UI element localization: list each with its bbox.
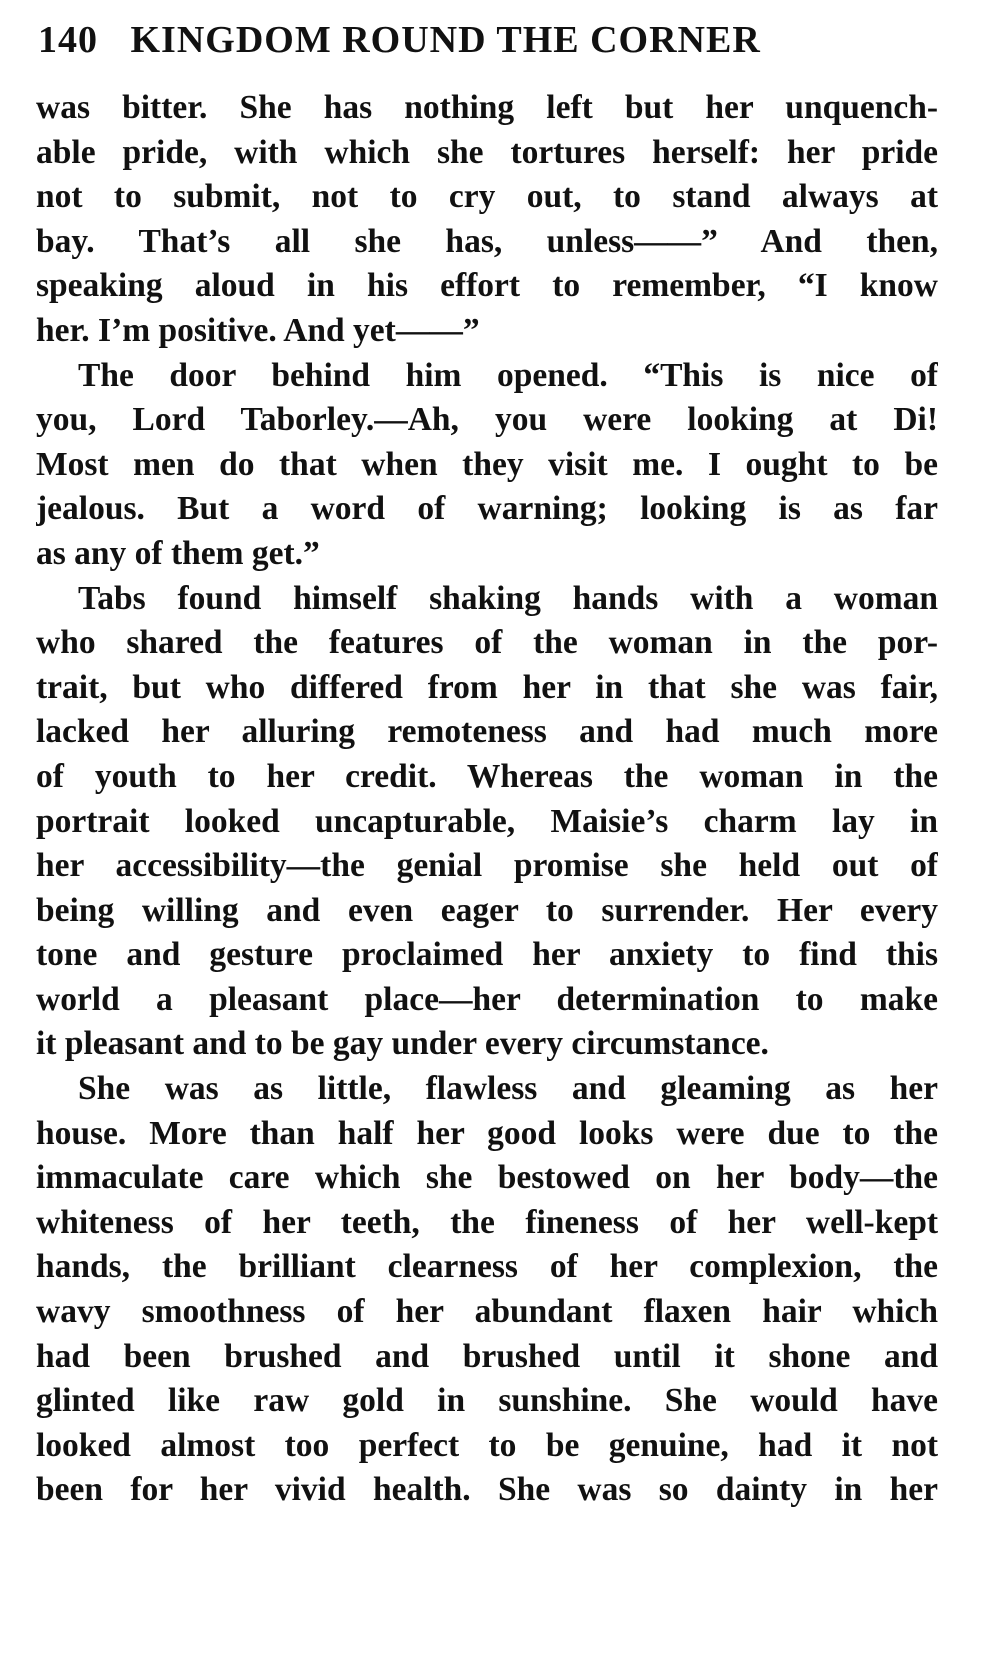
text-line: lacked her alluring remoteness and had much more — [36, 713, 938, 751]
text-line: it pleasant and to be gay under every circumstance. — [36, 1025, 769, 1063]
text-line: of youth to her credit. Whereas the woman in the — [36, 757, 938, 795]
text-line: you, Lord Taborley.—Ah, you were looking at Di! — [36, 401, 938, 439]
text-line: portrait looked uncapturable, Maisie’s charm lay in — [36, 802, 938, 840]
text-line: being willing and even eager to surrender. Her every — [36, 891, 938, 929]
text-line: Tabs found himself shaking hands with a woman — [78, 579, 938, 617]
text-line: house. More than half her good looks were due to the — [36, 1114, 938, 1152]
text-line: was bitter. She has nothing left but her unquench- — [36, 89, 938, 126]
text-line: her. I’m positive. And yet——” — [36, 311, 480, 349]
text-line: speaking aloud in his effort to remember, “I know — [36, 267, 938, 305]
text-line: trait, but who differed from her in that she was fair, — [36, 668, 938, 706]
text-line: whiteness of her teeth, the fineness of her well-kept — [36, 1203, 938, 1241]
text-line: world a pleasant place—her determination to make — [36, 980, 938, 1018]
text-line: who shared the features of the woman in the por- — [36, 624, 938, 662]
body-text — [36, 86, 938, 1513]
text-line: hands, the brilliant clearness of her complexion, the — [36, 1248, 938, 1286]
text-line: able pride, with which she tortures herself: her pride — [36, 133, 938, 171]
text-line: She was as little, flawless and gleaming as her — [78, 1070, 938, 1108]
text-line: as any of them get.” — [36, 534, 320, 572]
text-line: looked almost too perfect to be genuine, had it not — [36, 1426, 938, 1464]
text-line: Most men do that when they visit me. I ought to be — [36, 445, 938, 483]
running-title: KINGDOM ROUND THE CORNER — [130, 19, 761, 61]
text-line: The door behind him opened. “This is nice of — [78, 356, 938, 394]
text-line: glinted like raw gold in sunshine. She would have — [36, 1382, 938, 1420]
page-header — [38, 18, 938, 78]
page-number: 140 — [38, 19, 98, 61]
text-line: tone and gesture proclaimed her anxiety to find this — [36, 936, 938, 974]
text-line: wavy smoothness of her abundant flaxen hair which — [36, 1293, 938, 1331]
text-line: bay. That’s all she has, unless——” And then, — [36, 222, 938, 260]
text-line: immaculate care which she bestowed on her body—the — [36, 1159, 938, 1197]
text-line: her accessibility—the genial promise she held out of — [36, 847, 938, 885]
text-line: been for her vivid health. She was so dainty in her — [36, 1471, 938, 1509]
text-line: not to submit, not to cry out, to stand always at — [36, 178, 938, 216]
text-line: had been brushed and brushed until it shone and — [36, 1337, 938, 1375]
text-line: jealous. But a word of warning; looking is as far — [36, 490, 938, 528]
